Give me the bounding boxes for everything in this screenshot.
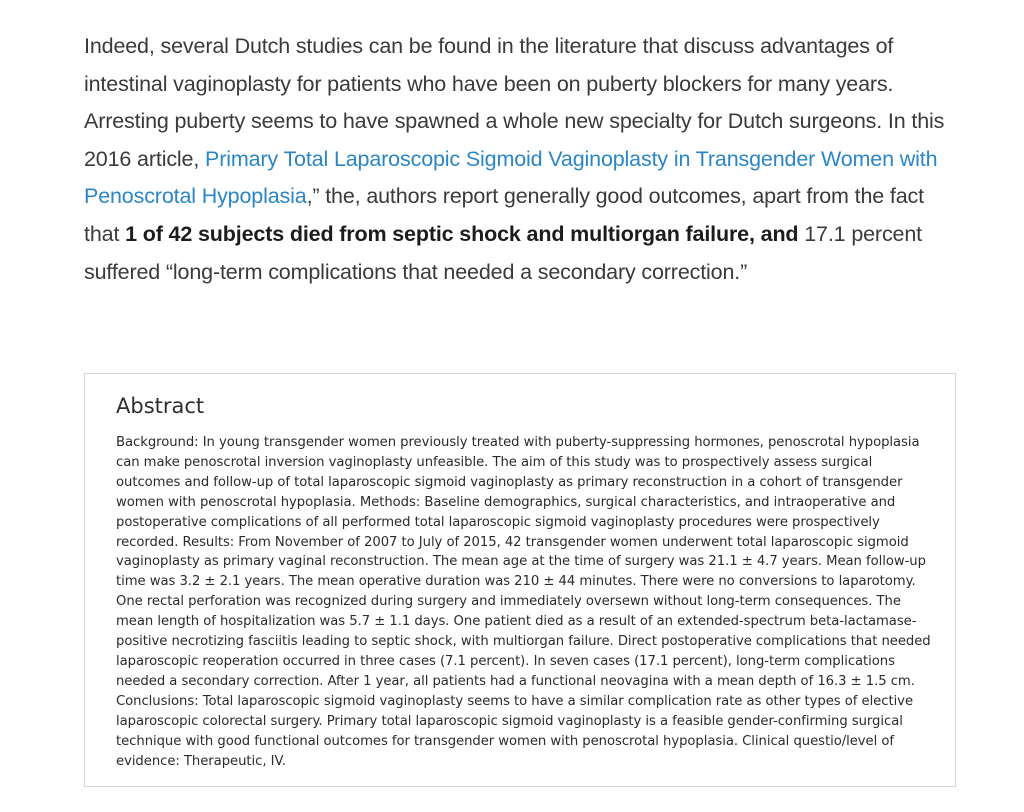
abstract-heading: Abstract xyxy=(116,394,205,418)
after-link-text: ,” the, authors report generally good outcomes, apart from the fact that xyxy=(84,184,924,246)
article-paragraph xyxy=(84,28,964,291)
article-link[interactable]: Primary Total Laparoscopic Sigmoid Vaginoplasty in Transgender Women with Penoscrotal Hypoplasia xyxy=(84,146,938,209)
ending-text: 17.1 percent suffered “long-term complications that needed a secondary correction.” xyxy=(84,221,922,284)
intro-text: Indeed, several Dutch studies can be found in the literature that discuss advantages of intestinal vaginoplasty for patients who have been on puberty blockers for many years. Arresting puberty seems to have spawned a whole new specialty for Dutch surgeons. In this 2016 article, xyxy=(84,34,945,171)
abstract-box xyxy=(84,373,956,787)
abstract-body: Background: In young transgender women previously treated with puberty-suppressing hormones, penoscrotal hypoplasia can make penoscrotal inversion vaginoplasty unfeasible. The aim of this study was to prospectively assess surgical outcomes and follow-up of total laparoscopic sigmoid vaginoplasty as primary reconstruction in a cohort of transgender women with penoscrotal hypoplasia. Methods: Baseline demographics, surgical characteristics, and intraoperative and postoperative complications of all performed total laparoscopic sigmoid vaginoplasty procedures were prospectively recorded. Results: From November of 2007 to July of 2015, 42 transgender women underwent total laparoscopic sigmoid vaginoplasty as primary vaginal reconstruction. The mean age at the time of surgery was 21.1 ± 4.7 years. Mean follow-up time was 3.2 ± 2.1 years. The mean operative duration was 210 ± 44 minutes. There were no conversions to laparotomy. One rectal perforation was recognized during surgery and immediately oversewn without long-term consequences. The mean length of hospitalization was 5.7 ± 1.1 days. One patient died as a result of an extended-spectrum beta-lactamase-positive necrotizing fasciitis leading to septic shock, with multiorgan failure. Direct postoperative complications that needed laparoscopic reoperation occurred in three cases (7.1 percent). In seven cases (17.1 percent), long-term complications needed a secondary correction. After 1 year, all patients had a functional neovagina with a mean depth of 16.3 ± 1.5 cm. Conclusions: Total laparoscopic sigmoid vaginoplasty seems to have a similar complication rate as other types of elective laparoscopic colorectal surgery. Primary total laparoscopic sigmoid vaginoplasty is a feasible gender-confirming surgical technique with good functional outcomes for transgender women with penoscrotal hypoplasia. Clinical questio/level of evidence: Therapeutic, IV. xyxy=(116,435,931,769)
bold-highlight: 1 of 42 subjects died from septic shock and multiorgan failure, and xyxy=(125,221,799,246)
